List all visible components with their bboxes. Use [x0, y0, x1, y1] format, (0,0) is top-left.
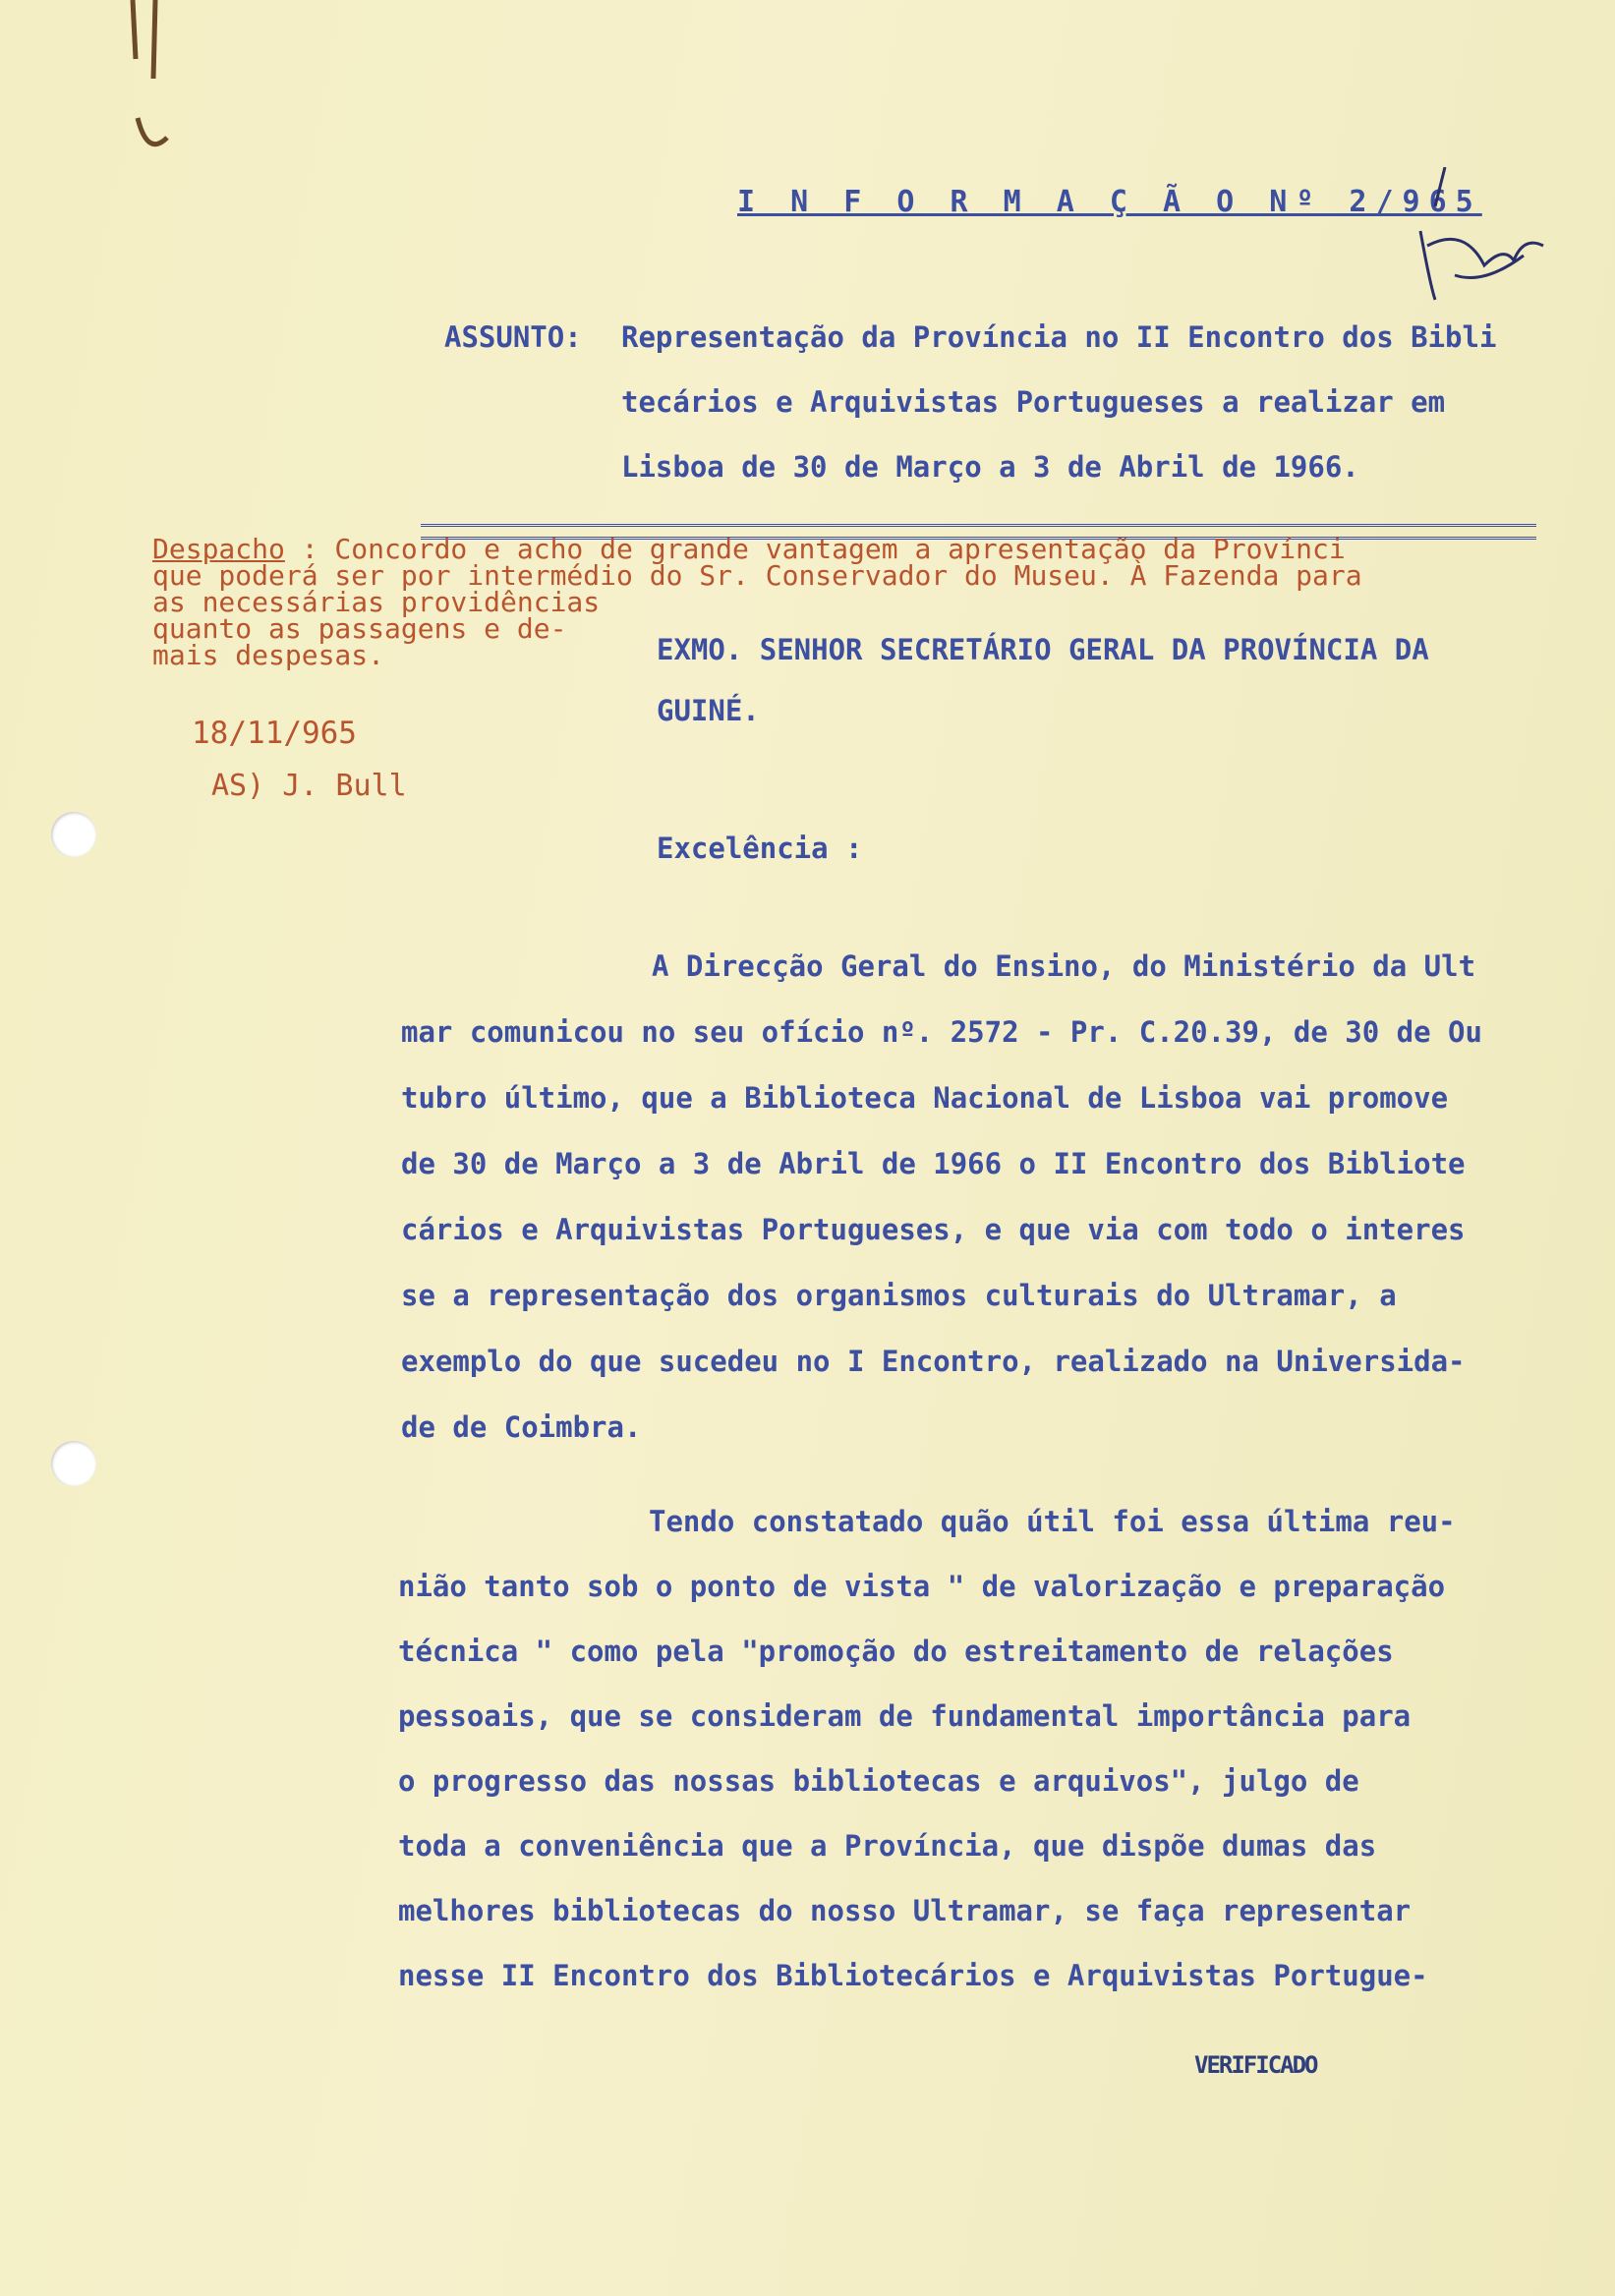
subject-label: ASSUNTO: [444, 320, 582, 354]
salutation: Excelência : [657, 832, 863, 865]
subject-line: Lisboa de 30 de Março a 3 de Abril de 1966. [621, 450, 1359, 484]
document-title: I N F O R M A Ç Ã O Nº 2/965 [737, 185, 1482, 219]
punch-hole-bottom [51, 1441, 96, 1486]
despacho-signature: AS) J. Bull [211, 769, 407, 803]
paragraph-line: nião tanto sob o ponto de vista " de valorização e preparação [398, 1570, 1446, 1603]
staple-marks [128, 0, 206, 167]
subject-line: Representação da Província no II Encontro dos Bibli [621, 320, 1497, 354]
paragraph-line: A Direcção Geral do Ensino, do Ministério da Ult [652, 949, 1476, 983]
paragraph-line: pessoais, que se consideram de fundamental importância para [398, 1699, 1412, 1733]
despacho-line: mais despesas. [152, 639, 385, 671]
paragraph-line: tubro último, que a Biblioteca Nacional de Lisboa vai promove [401, 1081, 1449, 1115]
punch-hole-top [51, 812, 96, 857]
paragraph-line: toda a conveniência que a Província, que dispõe dumas das [398, 1829, 1377, 1863]
handwritten-signature [1366, 167, 1563, 315]
paragraph-line: Tendo constatado quão útil foi essa última reu- [649, 1505, 1456, 1538]
addressee-line: EXMO. SENHOR SECRETÁRIO GERAL DA PROVÍNCIA DA [657, 633, 1429, 666]
despacho-date: 18/11/965 [192, 716, 357, 751]
paragraph-line: nesse II Encontro dos Bibliotecários e Arquivistas Portugue- [398, 1959, 1428, 1992]
paragraph-line: cários e Arquivistas Portugueses, e que via com todo o interes [401, 1213, 1466, 1246]
despacho-line: quanto as passagens e de- [152, 612, 567, 645]
paragraph-line: o progresso das nossas bibliotecas e arquivos", julgo de [398, 1764, 1359, 1798]
paragraph-line: se a representação dos organismos culturais do Ultramar, a [401, 1279, 1397, 1312]
footer-stamp: VERIFICADO [1194, 2051, 1317, 2079]
despacho-line: : Concordo e acho de grande vantagem a apresentação da Provínci [284, 533, 1346, 565]
subject-text [621, 305, 1496, 499]
paragraph-2 [398, 1489, 1456, 2008]
subject-line: tecários e Arquivistas Portugueses a realizar em [621, 385, 1446, 419]
addressee [657, 619, 1429, 741]
paragraph-line: melhores bibliotecas do nosso Ultramar, se faça representar [398, 1894, 1412, 1927]
paragraph-line: técnica " como pela "promoção do estreitamento de relações [398, 1635, 1394, 1668]
despacho-label: Despacho [152, 533, 285, 565]
paragraph-line: mar comunicou no seu ofício nº. 2572 - Pr. C.20.39, de 30 de Ou [401, 1015, 1482, 1049]
paragraph-1 [401, 934, 1482, 1461]
addressee-line: GUINÉ. [657, 694, 760, 727]
despacho-line: que poderá ser por intermédio do Sr. Conservador do Museu. À Fazenda para [152, 559, 1362, 592]
paragraph-line: de de Coimbra. [401, 1410, 642, 1444]
despacho-line: as necessárias providências [152, 586, 601, 618]
paragraph-line: de 30 de Março a 3 de Abril de 1966 o II Encontro dos Bibliote [401, 1147, 1466, 1180]
paragraph-line: exemplo do que sucedeu no I Encontro, realizado na Universida- [401, 1345, 1466, 1378]
